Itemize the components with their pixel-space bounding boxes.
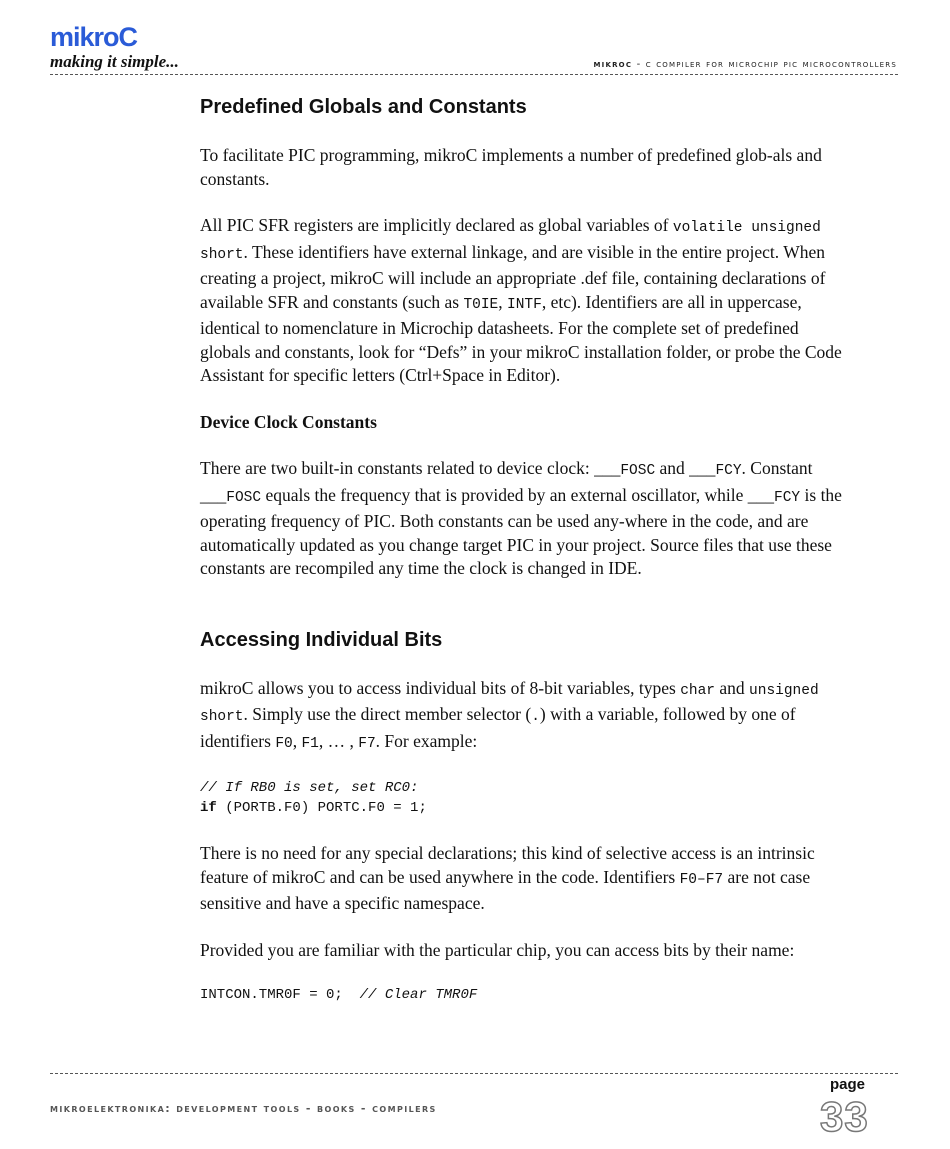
header-title-prefix: mikroc (593, 59, 633, 70)
paragraph-sfr-registers (200, 214, 845, 388)
code-keyword: if (200, 800, 217, 816)
section-title-predefined-globals: Predefined Globals and Constants (200, 96, 527, 118)
paragraph-no-declarations (200, 842, 845, 916)
code-inline: F7 (358, 735, 376, 752)
text-run: , … , (318, 730, 359, 751)
section-title-accessing-bits: Accessing Individual Bits (200, 628, 443, 651)
paragraph-bit-access (200, 677, 845, 757)
code-statement: (PORTB.F0) PORTC.F0 = 1; (216, 800, 427, 816)
code-inline: F1 (301, 735, 319, 752)
text-run: . Simply use the direct member selector ( (243, 704, 532, 724)
paragraph-intro: To facilitate PIC programming, mikroC implements a number of predefined glob-als and constants. (200, 145, 822, 189)
header-title (594, 59, 898, 71)
text-run: , etc). Identifiers are all in uppercase, identical to nomenclature in Microchip datasheets. For the complete set of predefined globals and constants, look for “Defs” in your mikroC installation folder, or probe the Code Assistant for specific letters (Ctrl+Space in Editor). (200, 291, 842, 385)
footer-divider (50, 1073, 898, 1074)
code-inline: char (680, 682, 716, 699)
header-divider (50, 74, 898, 75)
text-run: . Constant ___ (200, 458, 813, 505)
code-inline: FCY (715, 463, 742, 479)
paragraph-clock-constants (200, 457, 845, 581)
code-inline: unsigned short (200, 682, 819, 725)
page-content (200, 94, 845, 1005)
text-run: , (498, 291, 507, 312)
page-label: page (830, 1076, 866, 1093)
text-run: equals the frequency that is provided by an external oscillator, while ___ (261, 484, 775, 505)
page-number: 33 (820, 1093, 869, 1140)
code-inline: FCY (774, 489, 801, 506)
text-run: and (715, 677, 750, 698)
text-run: . These identifiers have external linkage, and are visible in the entire project. When creating a project, mikroC will include an appropriate .def file, containing declarations of available SFR and constants (such as (200, 241, 826, 312)
code-inline: INTF (507, 296, 542, 313)
text-run: . For example: (375, 730, 478, 751)
text-run: There is no need for any special declarations; this kind of selective access is an intrinsic feature of mikroC and can be used anywhere in the code. Identifiers (200, 843, 815, 887)
text-run: All PIC SFR registers are implicitly declared as global variables of (200, 215, 673, 235)
paragraph-bit-names: Provided you are familiar with the particular chip, you can access bits by their name: (200, 939, 795, 960)
code-inline: FOSC (620, 463, 656, 479)
mikroc-logo: mikroC (50, 22, 138, 52)
text-run: ) with a variable, followed by one of identifiers (200, 704, 796, 751)
text-run: and ___ (655, 458, 716, 478)
code-inline: volatile unsigned short (200, 220, 821, 263)
footer-publisher-line: mikroelektronika: development tools - books - compilers (50, 1102, 437, 1115)
text-run: are not case sensitive and have a specific namespace. (200, 866, 811, 913)
code-inline: F0 (275, 735, 293, 752)
header-title-rest: - c compiler for microchip pic microcontrollers (632, 59, 897, 70)
tagline: making it simple... (50, 52, 179, 71)
code-example-2 (200, 985, 845, 1005)
code-comment: // If RB0 is set, set RC0: (200, 780, 419, 796)
code-statement: INTCON.TMR0F = 0; (200, 987, 360, 1003)
text-run: There are two built-in constants related to device clock: ___ (200, 458, 621, 478)
text-run: is the operating frequency of PIC. Both constants can be used any-where in the code, and are automatically updated as you change target PIC in your project. Source files that use these constants are recompiled any time the clock is changed in IDE. (200, 484, 842, 578)
subheading-device-clock: Device Clock Constants (200, 411, 377, 432)
code-inline: . (531, 709, 540, 725)
code-comment: // Clear TMR0F (359, 987, 478, 1003)
code-inline: T0IE (463, 296, 499, 313)
text-run: mikroC allows you to access individual bits of 8-bit variables, types (200, 677, 681, 698)
code-inline: FOSC (226, 489, 262, 506)
text-run: , (292, 730, 302, 751)
code-example-1 (200, 778, 845, 818)
code-inline: F0–F7 (679, 871, 724, 888)
